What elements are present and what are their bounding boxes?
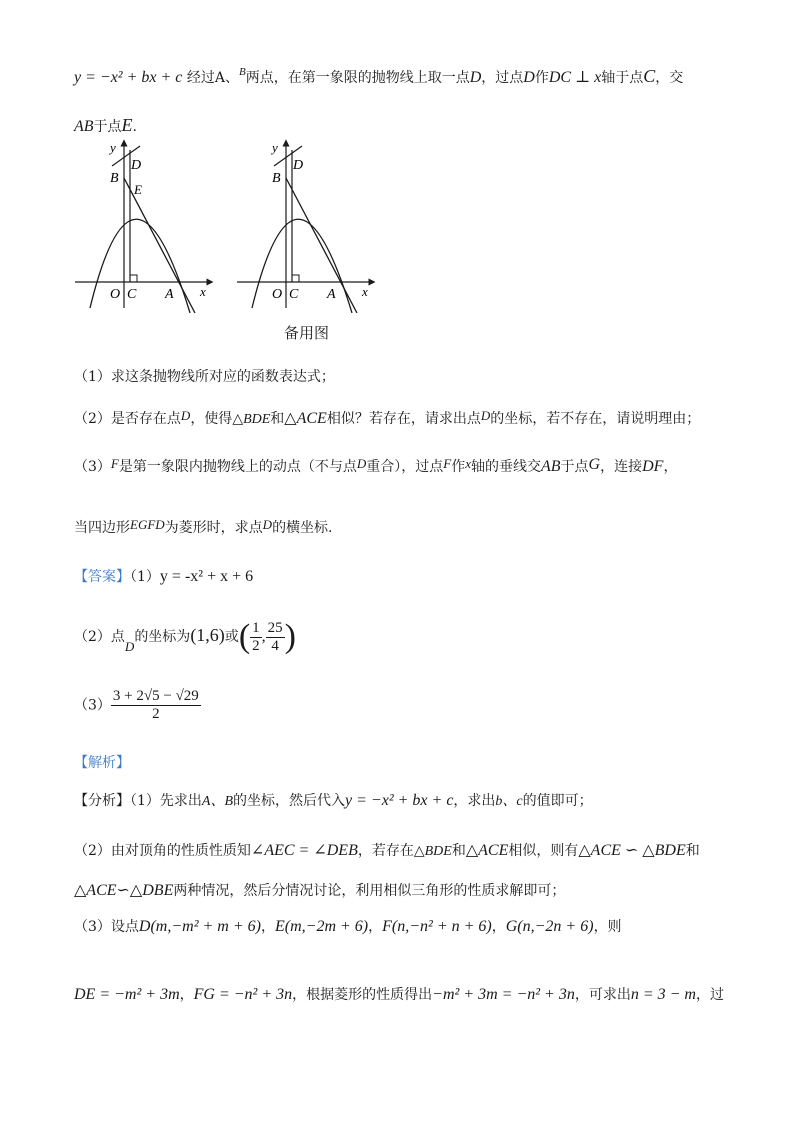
question-2: （2）是否存在点D，使得△BDE和△ACE相似？若存在，请求出点D的坐标，若不存在，请说明理由； (74, 408, 701, 427)
fig2-label-x: x (362, 284, 368, 299)
fig1-label-E: E (134, 182, 142, 197)
fig2-label-A: A (327, 287, 336, 302)
fig1-label-B: B (110, 171, 119, 186)
analysis-p2-cont: △ACE∽△DBE两种情况，然后分情况讨论，利用相似三角形的性质求解即可； (74, 882, 566, 899)
analysis-p1: 【分析】（1）先求出A、B的坐标，然后代入y = −x² + bx + c，求出b、c的值即可； (74, 792, 593, 809)
analysis-p3: （3）设点D(m,−m² + m + 6)，E(m,−2m + 6)，F(n,−n² + n + 6)，G(n,−2n + 6)，则 (74, 918, 622, 935)
fig2-label-B: B (272, 171, 281, 186)
analysis-p2: （2）由对顶角的性质性质知∠AEC = ∠DEB，若存在△BDE和△ACE相似，则有△ACE ∽ △BDE和 (74, 842, 700, 859)
fig1-label-C: C (127, 287, 137, 302)
answer-tag: 【答案】 (74, 569, 130, 585)
problem-line-1: y = −x² + bx + c 经过A、$^B$两点，在第一象限的抛物线上取一点D，过点D作DC ⊥ x轴于点C，交 (74, 66, 684, 86)
answer-2: （2）点D的坐标为(1,6)或( $\frac{1}{2}$ , $\frac{25}{4}$ ) (74, 618, 296, 655)
fig1-label-y: y (110, 140, 116, 155)
problem-line-2: AB于点E. (74, 115, 137, 135)
question-1: （1）求这条抛物线所对应的函数表达式； (74, 369, 335, 385)
analysis-tag: 【解析】 (74, 755, 130, 771)
fig2-label-D: D (293, 158, 304, 173)
parabola-figure-backup (232, 138, 382, 313)
fig1-label-x: x (200, 284, 206, 299)
parabola-figure-main (70, 138, 220, 313)
fig2-label-O: O (272, 287, 283, 302)
question-3-line-1: （3）F是第一象限内抛物线上的动点（不与点D重合），过点F作x轴的垂线交AB于点G，连接DF， (74, 456, 678, 475)
question-3-line-2: 当四边形EGFD为菱形时，求点D的横坐标. (74, 517, 333, 536)
answer-3: （3） $\frac{3 + 2√5 - √29}{2}$ (74, 688, 199, 722)
figure-caption: 备用图 (284, 324, 330, 342)
answer-1: 【答案】（1）y = -x² + x + 6 (74, 568, 254, 585)
fig2-label-C: C (289, 287, 299, 302)
analysis-p4: DE = −m² + 3m，FG = −n² + 3n，根据菱形的性质得出−m² + 3m = −n² + 3n，可求出n = 3 − m，过 (74, 986, 724, 1003)
fig1-label-A: A (165, 287, 174, 302)
parabola-formula: y = −x² + bx + c (74, 69, 183, 86)
fig1-label-D: D (131, 158, 142, 173)
fig2-label-y: y (272, 140, 278, 155)
fig1-label-O: O (110, 287, 121, 302)
